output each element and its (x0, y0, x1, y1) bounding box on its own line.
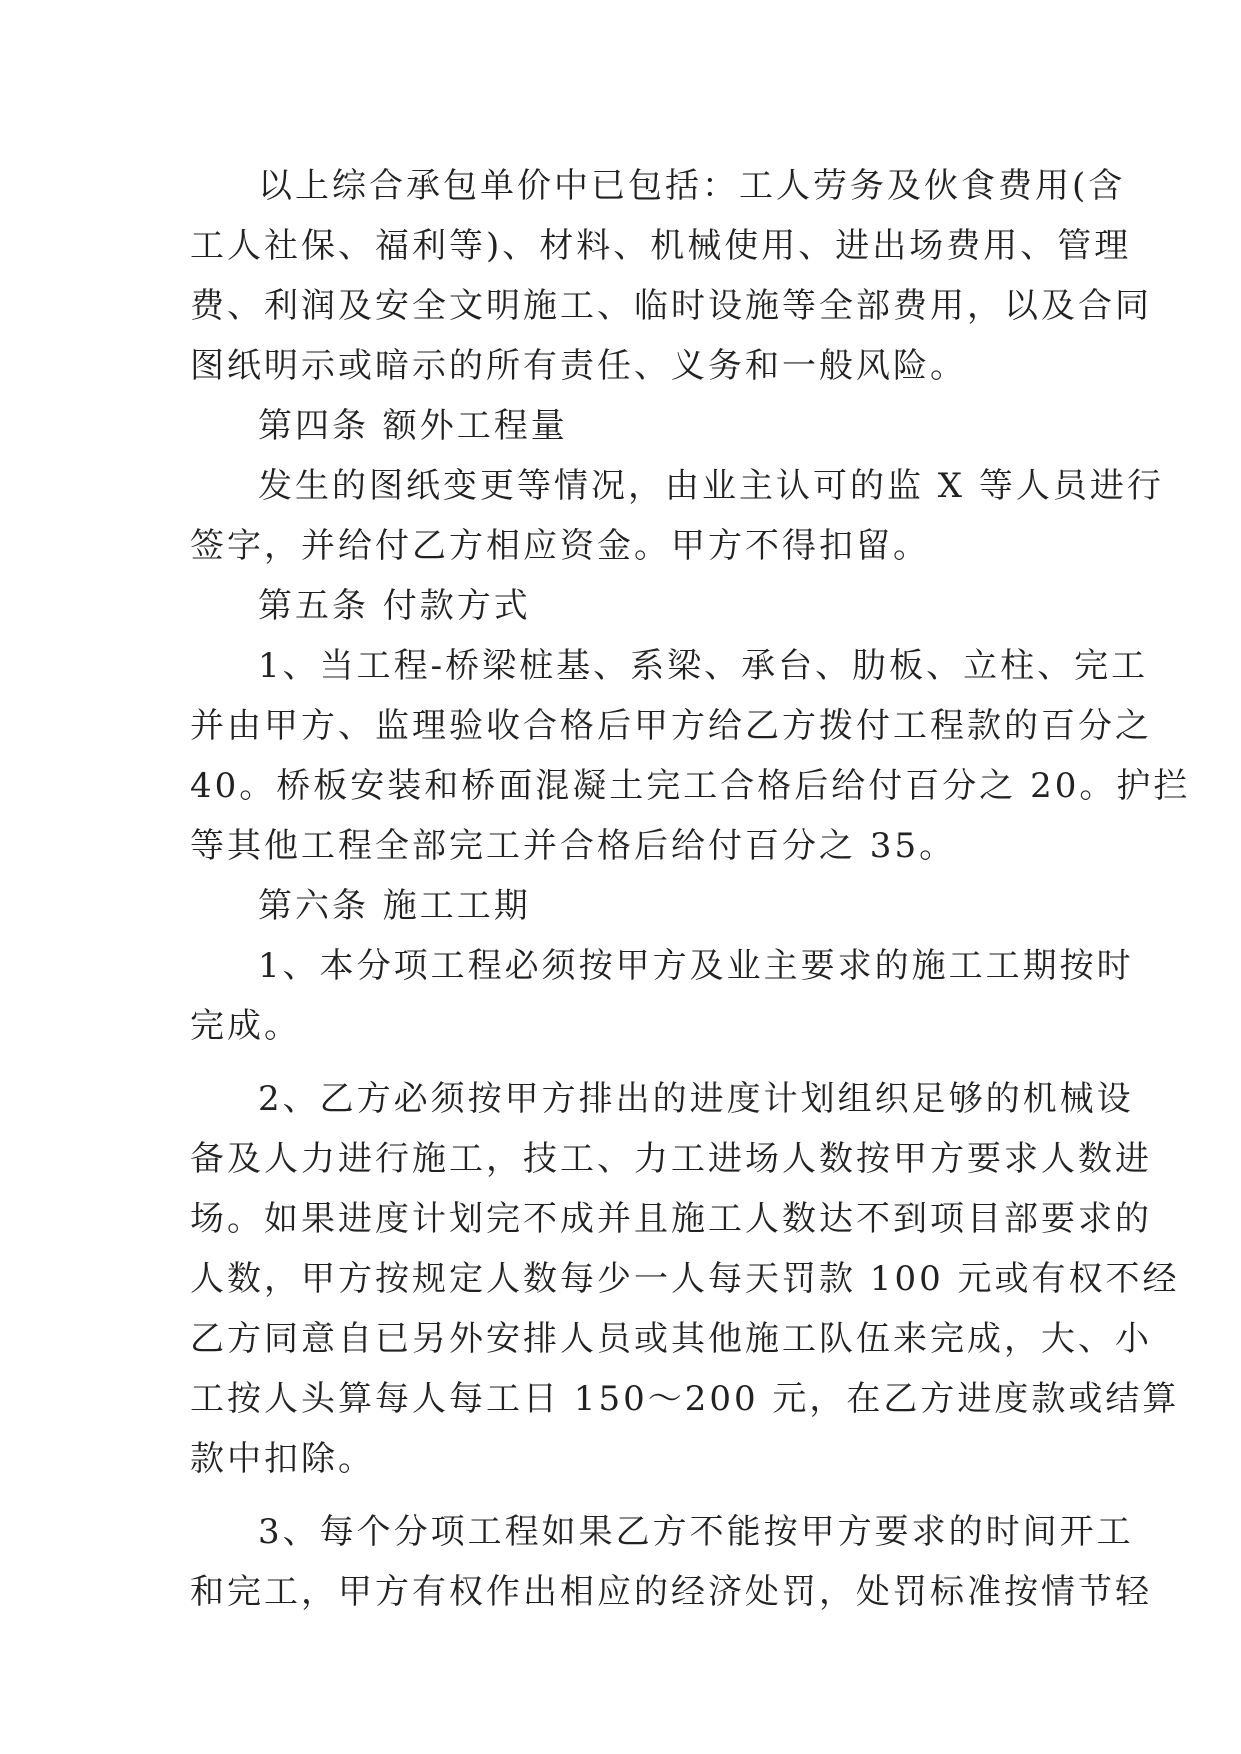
document-body (190, 156, 1191, 1622)
text-line: 人数，甲方按规定人数每少一人每天罚款 100 元或有权不经 (190, 1259, 1180, 1299)
section-heading: 第六条 施工工期 (258, 886, 531, 926)
text-line: 40。桥板安装和桥面混凝土完工合格后给付百分之 20。护拦 (190, 766, 1191, 806)
text-line: 2、乙方必须按甲方排出的进度计划组织足够的机械设 (258, 1079, 1134, 1119)
text-line: 1、本分项工程必须按甲方及业主要求的施工工期按时 (258, 946, 1134, 986)
section-heading: 第五条 付款方式 (258, 586, 531, 626)
text-line: 乙方同意自已另外安排人员或其他施工队伍来完成，大、小 (190, 1319, 1152, 1359)
text-line: 费、利润及安全文明施工、临时设施等全部费用，以及合同 (190, 286, 1152, 326)
text-line: 工按人头算每人每工日 150～200 元，在乙方进度款或结算 (190, 1379, 1180, 1419)
text-line: 发生的图纸变更等情况，由业主认可的监 X 等人员进行 (258, 466, 1164, 506)
paragraph-spacer (190, 1056, 1050, 1069)
text-line: 签字，并给付乙方相应资金。甲方不得扣留。 (190, 526, 930, 566)
text-line: 完成。 (190, 1006, 301, 1046)
text-line: 以上综合承包单价中已包括：工人劳务及伙食费用(含 (258, 166, 1126, 206)
text-line: 款中扣除。 (190, 1439, 375, 1479)
text-line: 备及人力进行施工，技工、力工进场人数按甲方要求人数进 (190, 1139, 1152, 1179)
text-line: 并由甲方、监理验收合格后甲方给乙方拨付工程款的百分之 (190, 706, 1152, 746)
text-line: 等其他工程全部完工并合格后给付百分之 35。 (190, 826, 957, 866)
section-heading: 第四条 额外工程量 (258, 406, 568, 446)
text-line: 工人社保、福利等)、材料、机械使用、进出场费用、管理 (190, 226, 1132, 266)
text-line: 图纸明示或暗示的所有责任、义务和一般风险。 (190, 346, 967, 386)
text-line: 1、当工程-桥梁桩基、系梁、承台、肋板、立柱、完工 (258, 646, 1149, 686)
text-line: 3、每个分项工程如果乙方不能按甲方要求的时间开工 (258, 1512, 1134, 1552)
text-line: 场。如果进度计划完不成并且施工人数达不到项目部要求的 (190, 1199, 1152, 1239)
paragraph-spacer (190, 1489, 1050, 1502)
text-line: 和完工，甲方有权作出相应的经济处罚，处罚标准按情节轻 (190, 1572, 1152, 1612)
